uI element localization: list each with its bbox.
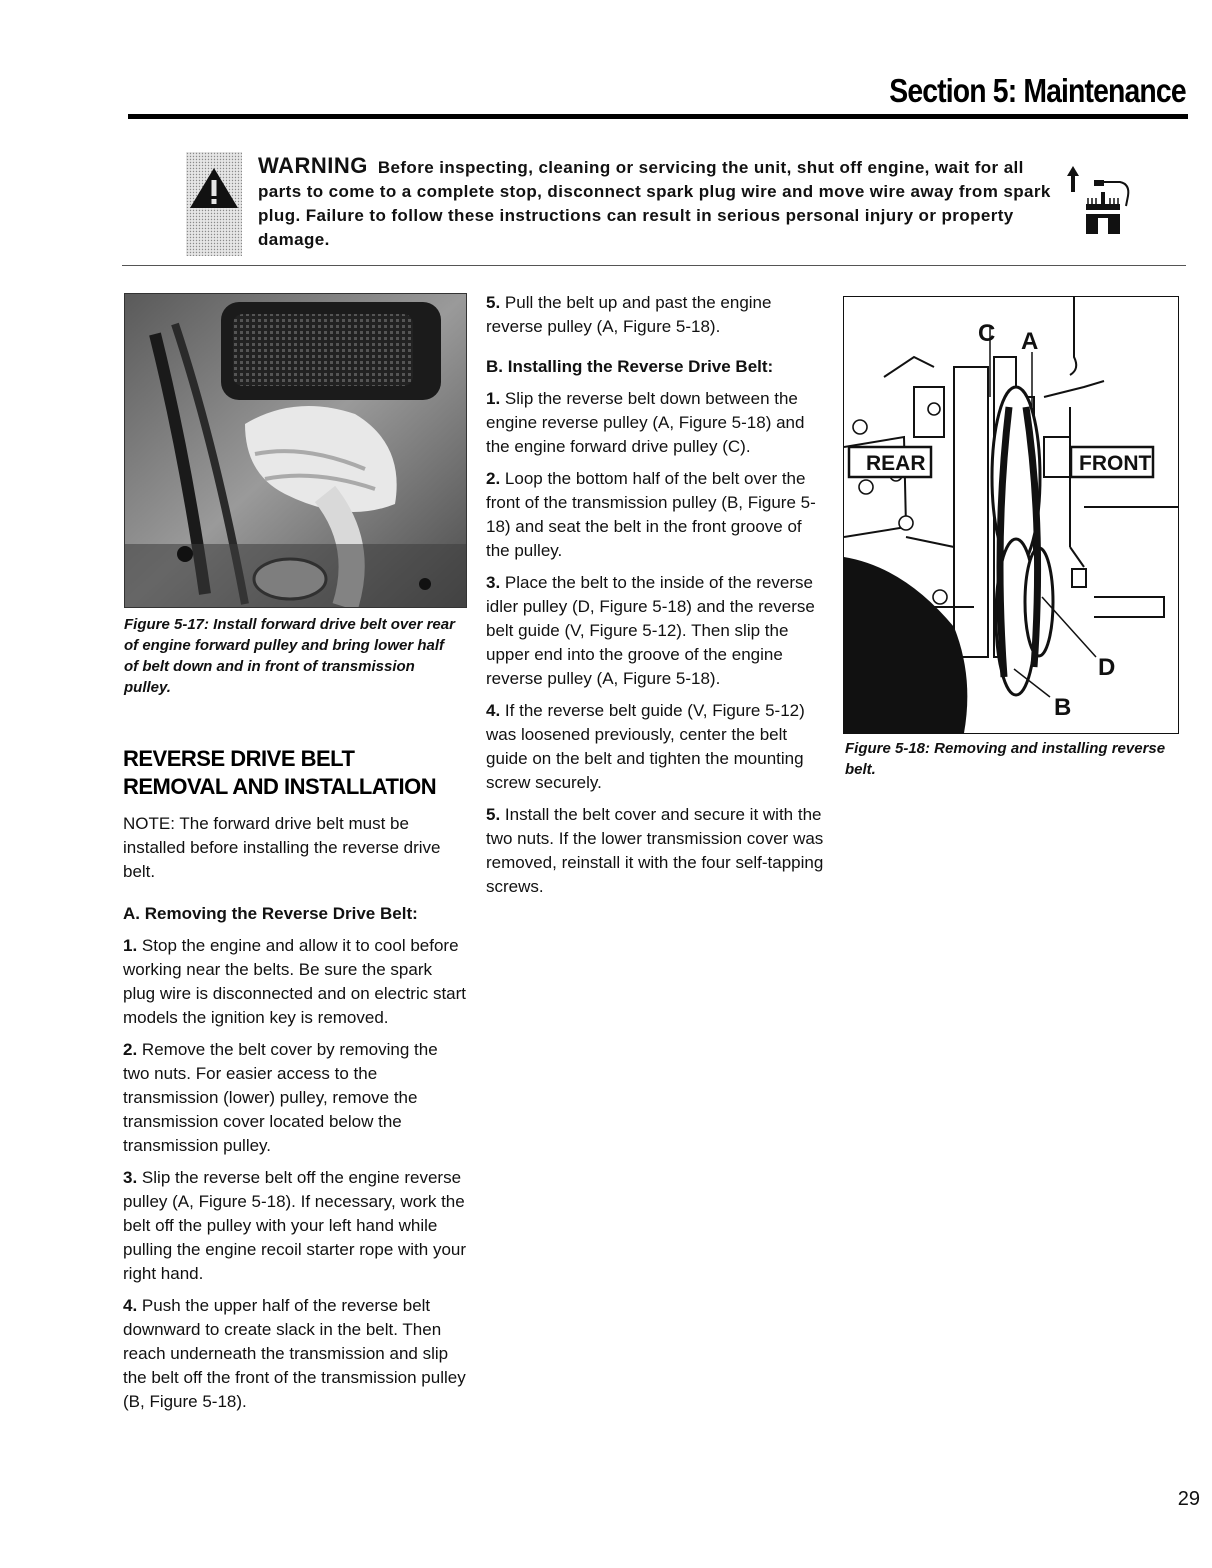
list-item: 1. Slip the reverse belt down between the engine reverse pulley (A, Figure 5-18) and the engine forward drive pulley (C).: [486, 389, 805, 456]
figure-5-17-photo: [124, 293, 467, 608]
warning-text: [258, 154, 1058, 252]
label-c: C: [978, 320, 996, 347]
middle-column: [486, 291, 824, 907]
warning-rule: [122, 265, 1186, 266]
label-d: D: [1098, 654, 1116, 681]
page-number: 29: [1177, 1488, 1200, 1510]
list-item: 5. Pull the belt up and past the engine reverse pulley (A, Figure 5-18).: [486, 293, 772, 336]
figure-5-18-caption: Figure 5-18: Removing and installing reverse belt.: [845, 740, 1166, 778]
label-a: A: [1021, 328, 1039, 355]
list-item: 4. Push the upper half of the reverse belt downward to create slack in the belt. Then reach underneath the transmission and slip the belt off the front of the transmission pulley (B, Figure 5-18).: [123, 1296, 466, 1411]
figure-5-17-caption: Figure 5-17: Install forward drive belt over rear of engine forward pulley and bring lower half of belt down and in front of transmission pulley.: [124, 616, 455, 696]
list-item: 4. If the reverse belt guide (V, Figure 5-12) was loosened previously, center the belt guide on the belt and tighten the mounting screw securely.: [486, 701, 805, 792]
label-b: B: [1054, 694, 1072, 721]
section-heading: REVERSE DRIVE BELT REMOVAL AND INSTALLATION: [123, 746, 437, 799]
header-rule: [128, 114, 1188, 119]
warning-word: WARNING: [258, 153, 368, 178]
section-title: Section 5: Maintenance: [889, 72, 1186, 109]
subheading-installing: B. Installing the Reverse Drive Belt:: [486, 357, 774, 376]
label-front: FRONT: [1079, 452, 1152, 475]
figure-5-18-diagram: [843, 296, 1179, 734]
warning-body: Before inspecting, cleaning or servicing the unit, shut off engine, wait for all parts to come to a complete stop, disconnect spark plug wire and move wire away from spark plug. Failure to follow these instructions can result in serious personal injury or property damage.: [258, 158, 1051, 249]
warning-symbol: [186, 152, 242, 256]
list-item: 3. Place the belt to the inside of the reverse idler pulley (D, Figure 5-18) and the reverse belt guide (V, Figure 5-12). Then slip the upper end into the groove of the engine reverse pulley (A, Figure 5-18).: [486, 573, 815, 688]
list-item: 2. Remove the belt cover by removing the two nuts. For easier access to the transmission (lower) pulley, remove the transmission cover located below the transmission pulley.: [123, 1040, 438, 1155]
list-item: 5. Install the belt cover and secure it with the two nuts. If the lower transmission cover was removed, reinstall it with the four self-tapping screws.: [486, 805, 824, 896]
subheading-removing: A. Removing the Reverse Drive Belt:: [123, 904, 418, 923]
note-text: NOTE: The forward drive belt must be installed before installing the reverse drive belt.: [123, 814, 441, 881]
list-item: 3. Slip the reverse belt off the engine reverse pulley (A, Figure 5-18). If necessary, work the belt off the pulley with your left hand while pulling the engine recoil starter rope with your right hand.: [123, 1168, 467, 1283]
disconnect-spark-plug-icon: [1064, 162, 1132, 242]
left-column: [123, 812, 468, 1422]
label-rear: REAR: [866, 452, 926, 475]
list-item: 2. Loop the bottom half of the belt over the front of the transmission pulley (B, Figure 5-18) and seat the belt in the front groove of the pulley.: [486, 469, 816, 560]
list-item: 1. Stop the engine and allow it to cool before working near the belts. Be sure the spark plug wire is disconnected and on electric start models the ignition key is removed.: [123, 936, 467, 1027]
